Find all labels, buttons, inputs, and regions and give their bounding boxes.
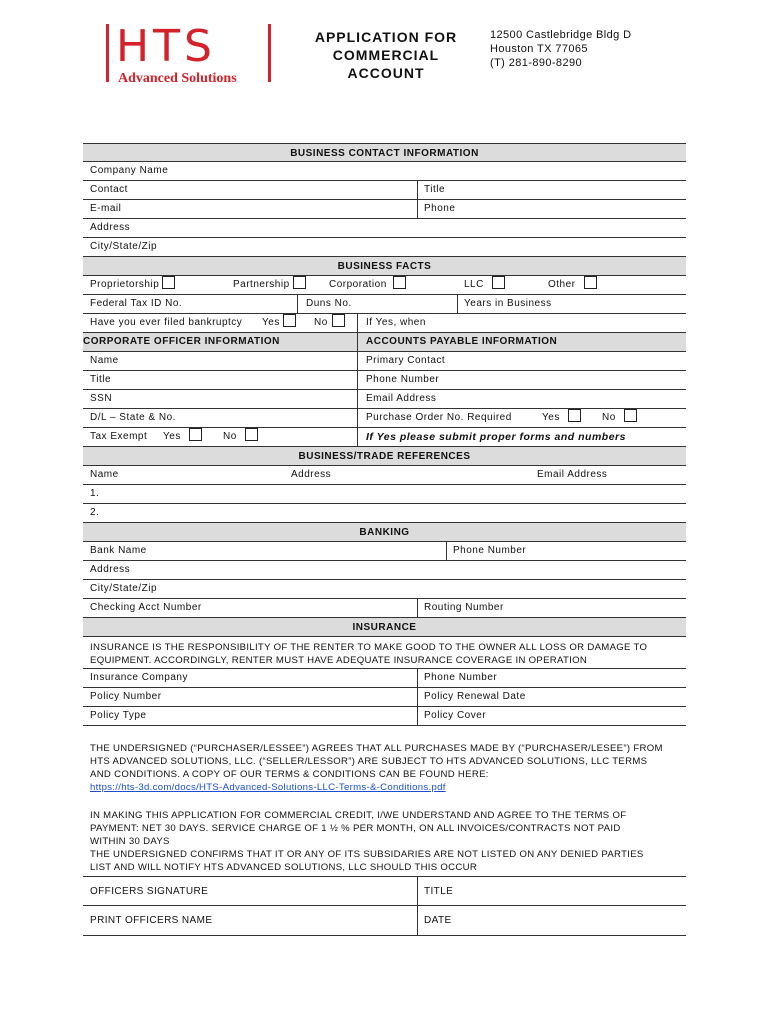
company-address xyxy=(490,28,631,70)
title-line-3: ACCOUNT xyxy=(347,65,425,81)
city-state-zip-label: City/State/Zip xyxy=(90,241,158,252)
checking-acct-label[interactable]: Checking Acct Number xyxy=(90,602,202,613)
address-phone: (T) 281-890-8290 xyxy=(490,57,583,69)
if-yes-when-label[interactable]: If Yes, when xyxy=(366,317,426,328)
bankruptcy-no-option[interactable] xyxy=(307,314,345,332)
logo-bar-right xyxy=(268,24,271,82)
federal-tax-id-label[interactable]: Federal Tax ID No. xyxy=(90,298,183,309)
print-officer-name-label[interactable]: PRINT OFFICERS NAME xyxy=(90,915,213,926)
tax-exempt-row xyxy=(83,428,686,447)
bank-acct-row xyxy=(83,599,686,618)
llc-option[interactable] xyxy=(457,276,505,294)
logo-tagline: Advanced Solutions xyxy=(118,71,237,86)
corporation-option[interactable] xyxy=(322,276,406,294)
business-type-row xyxy=(83,276,686,295)
other-label: Other xyxy=(548,279,576,290)
insurance-notice xyxy=(83,637,686,669)
policy-type-label[interactable]: Policy Type xyxy=(90,710,147,721)
tax-exempt-yes-option[interactable] xyxy=(156,428,202,446)
tax-exempt-yes-checkbox[interactable] xyxy=(189,428,202,441)
references-header: BUSINESS/TRADE REFERENCES xyxy=(83,447,686,466)
bankruptcy-yes-option[interactable] xyxy=(255,314,296,332)
proprietorship-label: Proprietorship xyxy=(90,279,160,290)
title-line-2: COMMERCIAL xyxy=(332,47,440,63)
routing-number-label[interactable]: Routing Number xyxy=(424,602,504,613)
divider xyxy=(357,333,358,351)
reference-1-label: 1. xyxy=(90,488,100,499)
terms-line-1: THE UNDERSIGNED (“PURCHASER/LESSEE”) AGREES THAT ALL PURCHASES MADE BY (“PURCHASER/LESEE”) FROM xyxy=(90,743,663,754)
denied-parties-line-1: THE UNDERSIGNED CONFIRMS THAT IT OR ANY OF ITS SUBSIDARIES ARE NOT LISTED ON ANY DENIED PARTIES xyxy=(90,849,644,860)
proprietorship-option[interactable] xyxy=(83,276,175,294)
corporation-checkbox[interactable] xyxy=(393,276,406,289)
bankruptcy-row xyxy=(83,314,686,333)
email-label[interactable]: E-mail xyxy=(90,203,122,214)
reference-2-label: 2. xyxy=(90,507,100,518)
business-facts-header: BUSINESS FACTS xyxy=(83,257,686,276)
bankruptcy-no-checkbox[interactable] xyxy=(332,314,345,327)
policy-renewal-label[interactable]: Policy Renewal Date xyxy=(424,691,526,702)
credit-terms-line-3: WITHIN 30 DAYS xyxy=(90,836,170,847)
contact-row xyxy=(83,181,686,200)
dl-row xyxy=(83,409,686,428)
terms-line-3: AND CONDITIONS. A COPY OF OUR TERMS & CONDITIONS CAN BE FOUND HERE: xyxy=(90,769,489,780)
references-column-row xyxy=(83,466,686,485)
insurance-phone-label[interactable]: Phone Number xyxy=(424,672,498,683)
duns-label[interactable]: Duns No. xyxy=(306,298,352,309)
insurance-notice-line-2: EQUIPMENT. ACCORDINGLY, RENTER MUST HAVE ADEQUATE INSURANCE COVERAGE IN OPERATION xyxy=(90,655,588,666)
corporation-label: Corporation xyxy=(329,279,387,290)
bankruptcy-no-label: No xyxy=(314,317,328,328)
partnership-label: Partnership xyxy=(233,279,290,290)
officer-name-row xyxy=(83,352,686,371)
terms-link[interactable]: https://hts-3d.com/docs/HTS-Advanced-Solutions-LLC-Terms-&-Conditions.pdf xyxy=(90,782,446,793)
payable-email-label[interactable]: Email Address xyxy=(366,393,437,404)
title-line-1: APPLICATION FOR xyxy=(314,29,458,45)
bankruptcy-yes-checkbox[interactable] xyxy=(283,314,296,327)
payable-phone-label[interactable]: Phone Number xyxy=(366,374,440,385)
po-note: If Yes please submit proper forms and numbers xyxy=(366,431,626,443)
address-label: Address xyxy=(90,222,131,233)
tax-exempt-no-checkbox[interactable] xyxy=(245,428,258,441)
insurance-header: INSURANCE xyxy=(83,618,686,637)
po-no-option[interactable] xyxy=(595,409,637,427)
po-no-checkbox[interactable] xyxy=(624,409,637,422)
signature-title-label[interactable]: TITLE xyxy=(424,886,454,897)
policy-type-row xyxy=(83,707,686,726)
date-label[interactable]: DATE xyxy=(424,915,452,926)
ssn-label[interactable]: SSN xyxy=(90,393,113,404)
divider xyxy=(357,314,358,332)
dl-label[interactable]: D/L – State & No. xyxy=(90,412,176,423)
terms-line-2: HTS ADVANCED SOLUTIONS, LLC. (“SELLER/LESSOR”) ARE SUBJECT TO HTS ADVANCED SOLUTIONS, LLC TERMS xyxy=(90,756,648,767)
bankruptcy-label: Have you ever filed bankruptcy xyxy=(90,317,243,328)
bank-phone-label[interactable]: Phone Number xyxy=(453,545,527,556)
divider xyxy=(357,409,358,427)
officer-title-label[interactable]: Title xyxy=(90,374,112,385)
bank-address-row[interactable] xyxy=(83,561,686,580)
address-row[interactable] xyxy=(83,219,686,238)
policy-cover-label[interactable]: Policy Cover xyxy=(424,710,487,721)
bank-address-label: Address xyxy=(90,564,131,575)
officer-name-label[interactable]: Name xyxy=(90,355,119,366)
bank-name-row xyxy=(83,542,686,561)
tax-exempt-no-label: No xyxy=(223,431,237,442)
divider xyxy=(297,295,298,313)
llc-label: LLC xyxy=(464,279,484,290)
denied-parties-line-2: LIST AND WILL NOTIFY HTS ADVANCED SOLUTIONS, LLC SHOULD THIS OCCUR xyxy=(90,862,478,873)
po-yes-label: Yes xyxy=(542,412,560,423)
address-line-1: 12500 Castlebridge Bldg D xyxy=(490,29,632,41)
insurance-company-row xyxy=(83,669,686,688)
bank-city-state-zip-label: City/State/Zip xyxy=(90,583,158,594)
reference-row-1[interactable] xyxy=(83,485,686,504)
ref-email-col: Email Address xyxy=(537,469,608,480)
terms-paragraph xyxy=(90,742,680,794)
po-yes-option[interactable] xyxy=(535,409,581,427)
credit-terms-line-1: IN MAKING THIS APPLICATION FOR COMMERCIAL CREDIT, I/WE UNDERSTAND AND AGREE TO THE TERMS OF xyxy=(90,810,627,821)
banking-header: BANKING xyxy=(83,523,686,542)
llc-checkbox[interactable] xyxy=(492,276,505,289)
contact-label[interactable]: Contact xyxy=(90,184,128,195)
form-title xyxy=(296,28,476,82)
partnership-option[interactable] xyxy=(226,276,306,294)
credit-terms-paragraph xyxy=(90,809,680,874)
divider xyxy=(357,390,358,408)
city-state-zip-row[interactable] xyxy=(83,238,686,257)
phone-label[interactable]: Phone xyxy=(424,203,456,214)
tax-id-row xyxy=(83,295,686,314)
proprietorship-checkbox[interactable] xyxy=(162,276,175,289)
company-logo xyxy=(106,22,272,86)
insurance-notice-line-1: INSURANCE IS THE RESPONSIBILITY OF THE RENTER TO MAKE GOOD TO THE OWNER ALL LOSS OR DAMAGE TO xyxy=(90,642,648,653)
officer-payable-header-row xyxy=(83,333,686,352)
divider xyxy=(357,371,358,389)
officer-title-row xyxy=(83,371,686,390)
ref-name-col: Name xyxy=(90,469,119,480)
reference-row-2[interactable] xyxy=(83,504,686,523)
primary-contact-label[interactable]: Primary Contact xyxy=(366,355,446,366)
company-name-row[interactable] xyxy=(83,162,686,181)
tax-exempt-no-option[interactable] xyxy=(216,428,258,446)
years-in-business-label[interactable]: Years in Business xyxy=(464,298,552,309)
policy-number-row xyxy=(83,688,686,707)
payable-header: ACCOUNTS PAYABLE INFORMATION xyxy=(366,336,558,347)
officer-signature-label[interactable]: OFFICERS SIGNATURE xyxy=(90,886,209,897)
company-name-label: Company Name xyxy=(90,165,169,176)
credit-terms-line-2: PAYMENT: NET 30 DAYS. SERVICE CHARGE OF 1 ½ % PER MONTH, ON ALL INVOICES/CONTRACTS NOT PAID xyxy=(90,823,621,834)
email-row xyxy=(83,200,686,219)
tax-exempt-yes-label: Yes xyxy=(163,431,181,442)
ref-address-col: Address xyxy=(291,469,332,480)
po-no-label: No xyxy=(602,412,616,423)
address-line-2: Houston TX 77065 xyxy=(490,43,588,55)
title-label[interactable]: Title xyxy=(424,184,446,195)
divider xyxy=(357,352,358,370)
bank-city-row[interactable] xyxy=(83,580,686,599)
divider xyxy=(357,428,358,446)
bank-name-label[interactable]: Bank Name xyxy=(90,545,147,556)
policy-number-label[interactable]: Policy Number xyxy=(90,691,162,702)
partnership-checkbox[interactable] xyxy=(293,276,306,289)
insurance-company-label[interactable]: Insurance Company xyxy=(90,672,188,683)
tax-exempt-label: Tax Exempt xyxy=(90,431,148,442)
logo-brand: HTS xyxy=(116,21,216,72)
po-required-label: Purchase Order No. Required xyxy=(366,412,512,423)
other-option[interactable] xyxy=(541,276,597,294)
other-checkbox[interactable] xyxy=(584,276,597,289)
bankruptcy-yes-label: Yes xyxy=(262,317,280,328)
print-name-row xyxy=(83,906,686,936)
logo-bar-left xyxy=(106,24,109,82)
officer-header: CORPORATE OFFICER INFORMATION xyxy=(83,336,280,347)
business-contact-header: BUSINESS CONTACT INFORMATION xyxy=(83,143,686,162)
ssn-row xyxy=(83,390,686,409)
po-yes-checkbox[interactable] xyxy=(568,409,581,422)
signature-row xyxy=(83,876,686,906)
